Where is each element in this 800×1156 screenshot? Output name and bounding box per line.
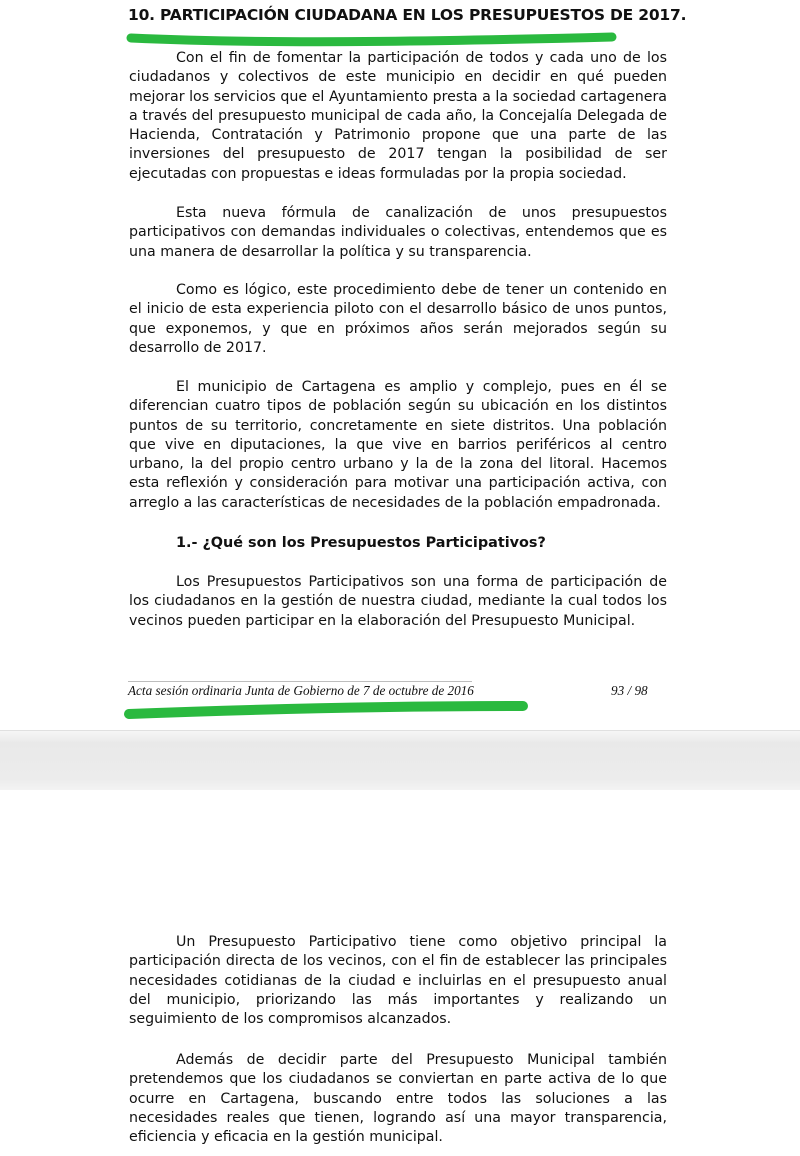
footer-text: Acta sesión ordinaria Junta de Gobierno de 7 de octubre de 2016 <box>128 683 474 698</box>
paragraph-objective: Un Presupuesto Participativo tiene como objetivo principal la participación directa de los vecinos, con el fin de establecer las principales necesidades cotidianas de la ciudad e incluirlas en el presupuesto anual del municipio, priorizando las más importantes y realizando un seguimiento de los compromisos alcanzados. <box>129 934 667 1028</box>
subsection-heading: 1.- ¿Qué son los Presupuestos Participativos? <box>176 535 546 551</box>
paragraph-definition: Los Presupuestos Participativos son una forma de participación de los ciudadanos en la gestión de nuestra ciudad, mediante la cual todos los vecinos pueden participar en la elaboración del Presupuesto Municipal. <box>129 574 667 629</box>
document-page-2 <box>0 790 800 1156</box>
paragraph-procedure: Como es lógico, este procedimiento debe de tener un contenido en el inicio de esta experiencia piloto con el desarrollo básico de unos puntos, que exponemos, y que en próximos años serán mejorados según su desarrollo de 2017. <box>129 282 667 356</box>
paragraph-active-role: Además de decidir parte del Presupuesto Municipal también pretendemos que los ciudadanos se conviertan en parte activa de lo que ocurre en Cartagena, buscando entre todos las soluciones a las necesidades reales que tienen, logrando así una mayor transparencia, eficiencia y eficacia en la gestión municipal. <box>129 1052 667 1146</box>
page-separator <box>0 730 800 792</box>
paragraph-intro: Con el fin de fomentar la participación de todos y cada uno de los ciudadanos y colectivos de este municipio en decidir en qué pueden mejorar los servicios que el Ayuntamiento presta a la sociedad cartagenera a través del presupuesto municipal de cada año, la Concejalía Delegada de Hacienda, Contratación y Patrimonio propone que una parte de las inversiones del presupuesto de 2017 tengan la posibilidad de ser ejecutadas con propuestas e ideas formuladas por la propia sociedad. <box>129 50 667 182</box>
paragraph-formula: Esta nueva fórmula de canalización de unos presupuestos participativos con demandas individuales o colectivas, entendemos que es una manera de desarrollar la política y su transparencia. <box>129 205 667 260</box>
page-number: 93 / 98 <box>611 683 648 698</box>
section-heading: 10. PARTICIPACIÓN CIUDADANA EN LOS PRESUPUESTOS DE 2017. <box>128 6 687 24</box>
paragraph-municipality: El municipio de Cartagena es amplio y complejo, pues en él se diferencian cuatro tipos de población según su ubicación en los distintos puntos de su territorio, concretamente en siete distritos. Una población que vive en diputaciones, la que vive en barrios periféricos al centro urbano, la del propio centro urbano y la de la zona del litoral. Hacemos esta reflexión y consideración para motivar una participación activa, con arreglo a las características de necesidades de la población empadronada. <box>129 379 667 511</box>
footer-divider <box>128 681 472 682</box>
